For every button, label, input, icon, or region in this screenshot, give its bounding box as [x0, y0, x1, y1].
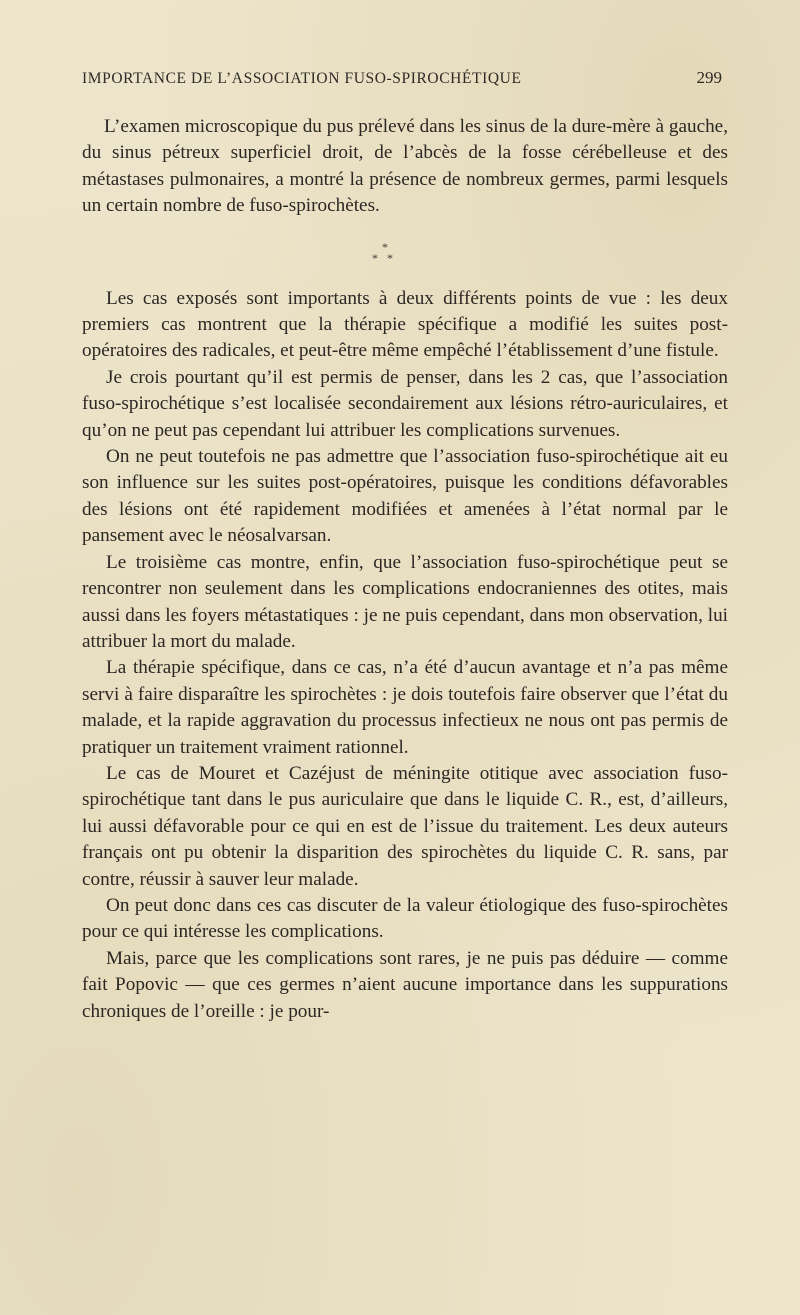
- paragraph: On ne peut toutefois ne pas admettre que l’association fuso-spirochétique ait eu son influence sur les suites post-opératoires, puisque les conditions défavorables des lésions ont été rapidement modifiées et amenées à l’état normal par le pansement avec le néosalvarsan.: [82, 446, 728, 547]
- paragraph: L’examen microscopique du pus prélevé dans les sinus de la dure-mère à gauche, du sinus pétreux superficiel droit, de l’abcès de la fosse cérébelleuse et des métastases pulmonaires, a montré la présence de nombreux germes, parmi lesquels un certain nombre de fuso-spirochètes.: [82, 116, 728, 217]
- running-head-title: IMPORTANCE DE L’ASSOCIATION FUSO-SPIROCHÉTIQUE: [82, 70, 522, 87]
- paragraph: La thérapie spécifique, dans ce cas, n’a été d’aucun avantage et n’a pas même servi à faire disparaître les spirochètes : je dois toutefois faire observer que l’état du malade, et la rapide aggravation du processus infectieux ne nous ont pas permis de pratiquer un traitement vraiment rationnel.: [82, 657, 728, 758]
- paragraph: Le cas de Mouret et Cazéjust de méningite otitique avec association fuso-spirochétique tant dans le pus auriculaire que dans le liquide C. R., est, d’ailleurs, lui aussi défavorable pour ce qui en est de l’issue du traitement. Les deux auteurs français ont pu obtenir la disparition des spirochètes du liquide C. R. sans, par contre, réussir à sauver leur malade.: [82, 762, 728, 890]
- paragraph: On peut donc dans ces cas discuter de la valeur étiologique des fuso-spirochètes pour ce qui intéresse les complications.: [82, 894, 728, 943]
- paragraph: Le troisième cas montre, enfin, que l’association fuso-spirochétique peut se rencontrer non seulement dans les complications endocraniennes des otites, mais aussi dans les foyers métastatiques : je ne puis cependant, dans mon observation, lui attribuer la mort du malade.: [82, 551, 728, 652]
- paragraph: Les cas exposés sont importants à deux différents points de vue : les deux premiers cas montrent que la thérapie spécifique a modifié les suites post-opératoires des radicales, et peut-être même empêché l’établissement d’une fistule.: [82, 287, 728, 362]
- paragraph: Je crois pourtant qu’il est permis de penser, dans les 2 cas, que l’association fuso-spirochétique s’est localisée secondairement aux lésions rétro-auriculaires, et qu’on ne peut pas cependant lui attribuer les complications survenues.: [82, 366, 728, 441]
- body-text: [82, 114, 728, 1025]
- separator-star-top: *: [382, 239, 388, 254]
- paragraph: Mais, parce que les complications sont rares, je ne puis pas déduire — comme fait Popovic — que ces germes n’aient aucune importance dans les suppurations chroniques de l’oreille : je pour-: [82, 947, 728, 1022]
- separator-stars-bottom: * *: [372, 250, 396, 265]
- section-separator: [82, 220, 728, 286]
- page-number: 299: [696, 68, 722, 87]
